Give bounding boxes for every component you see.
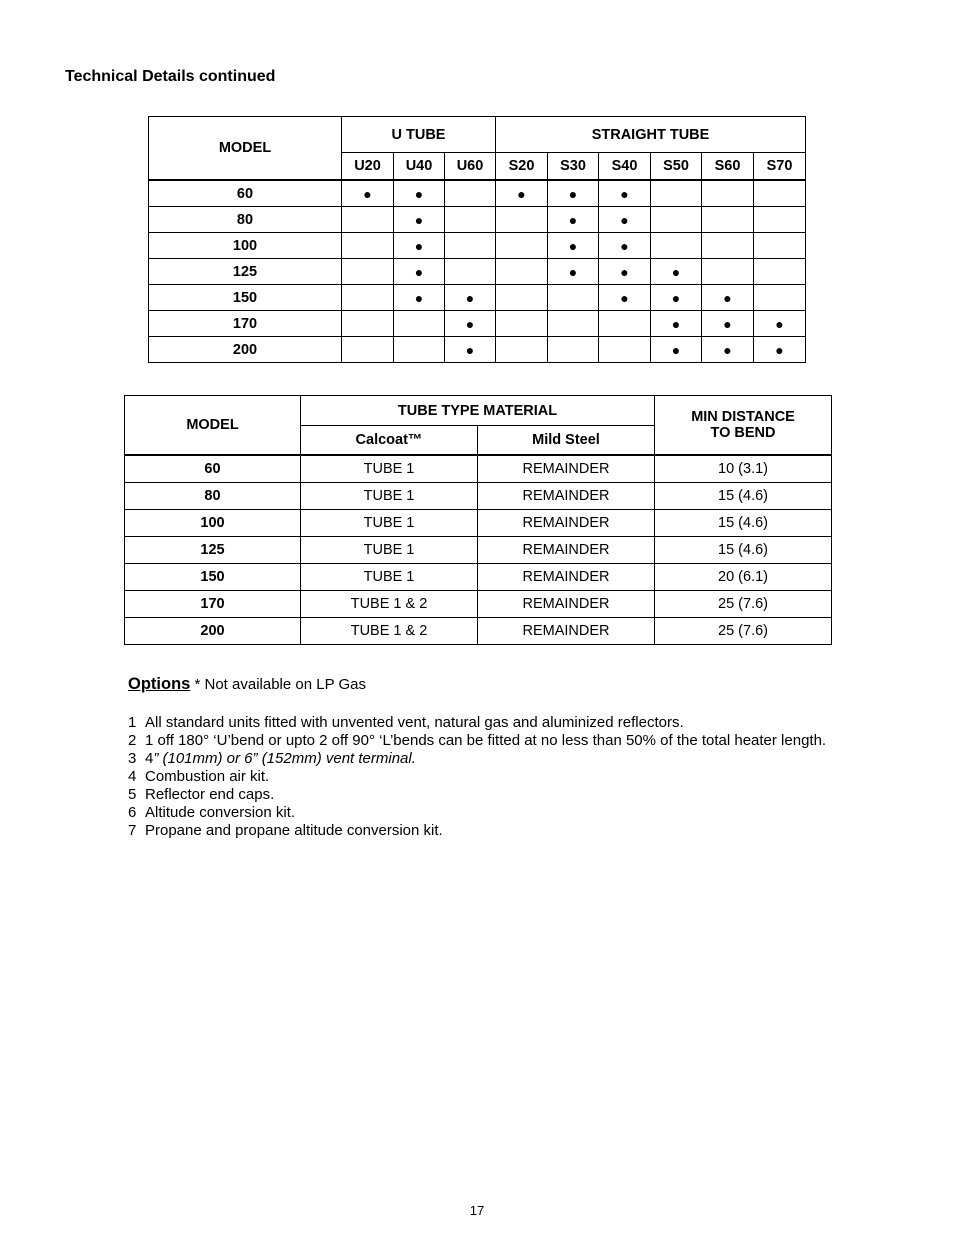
availability-cell: ● <box>342 180 394 207</box>
availability-cell <box>342 233 394 259</box>
availability-cell <box>754 233 806 259</box>
column-header: U60 <box>445 153 496 181</box>
list-item-number: 4 <box>128 768 137 785</box>
list-item <box>128 822 826 840</box>
availability-cell: ● <box>599 285 651 311</box>
model-cell: 60 <box>149 180 342 207</box>
min-distance-cell: 15 (4.6) <box>655 483 832 510</box>
list-item-text: Propane and propane altitude conversion kit. <box>145 822 443 839</box>
min-distance-header-line1: MIN DISTANCE <box>691 409 795 425</box>
availability-cell: ● <box>754 311 806 337</box>
availability-cell <box>599 337 651 363</box>
min-distance-cell: 10 (3.1) <box>655 455 832 483</box>
availability-cell <box>651 207 702 233</box>
availability-cell <box>754 285 806 311</box>
list-item <box>128 786 826 804</box>
model-cell: 125 <box>125 537 301 564</box>
availability-cell: ● <box>599 233 651 259</box>
availability-cell: ● <box>651 259 702 285</box>
availability-cell: ● <box>599 180 651 207</box>
column-header: S20 <box>496 153 548 181</box>
tube-compatibility-table <box>148 116 806 363</box>
availability-cell <box>342 311 394 337</box>
model-header: MODEL <box>125 396 301 456</box>
min-distance-header-line2: TO BEND <box>710 425 776 441</box>
min-distance-cell: 20 (6.1) <box>655 564 832 591</box>
column-header: S30 <box>548 153 599 181</box>
availability-cell: ● <box>599 207 651 233</box>
model-cell: 150 <box>125 564 301 591</box>
list-item <box>128 714 826 732</box>
availability-cell: ● <box>445 337 496 363</box>
list-item-text: Combustion air kit. <box>145 768 270 785</box>
calcoat-cell: TUBE 1 & 2 <box>301 591 478 618</box>
availability-cell: ● <box>702 311 754 337</box>
column-header: S50 <box>651 153 702 181</box>
availability-cell <box>651 233 702 259</box>
availability-cell: ● <box>548 259 599 285</box>
column-header: S60 <box>702 153 754 181</box>
availability-cell <box>342 207 394 233</box>
availability-cell <box>496 207 548 233</box>
u-tube-header: U TUBE <box>342 117 496 153</box>
availability-cell: ● <box>754 337 806 363</box>
column-header: U20 <box>342 153 394 181</box>
availability-cell <box>702 233 754 259</box>
column-header: S70 <box>754 153 806 181</box>
model-cell: 80 <box>149 207 342 233</box>
availability-cell <box>599 311 651 337</box>
availability-cell <box>342 285 394 311</box>
availability-cell <box>548 311 599 337</box>
list-item-number: 7 <box>128 822 137 839</box>
availability-cell <box>496 259 548 285</box>
min-distance-cell: 15 (4.6) <box>655 510 832 537</box>
availability-cell: ● <box>548 180 599 207</box>
calcoat-cell: TUBE 1 <box>301 564 478 591</box>
availability-cell <box>548 285 599 311</box>
model-cell: 200 <box>149 337 342 363</box>
availability-cell: ● <box>651 285 702 311</box>
list-item-number: 2 <box>128 732 137 749</box>
min-distance-cell: 25 (7.6) <box>655 618 832 645</box>
table-row <box>125 483 832 510</box>
mild-steel-header: Mild Steel <box>478 426 655 456</box>
tube-material-table <box>124 395 832 645</box>
availability-cell: ● <box>394 180 445 207</box>
min-distance-header <box>655 396 832 456</box>
options-heading <box>128 675 366 694</box>
list-item-number: 1 <box>128 714 137 731</box>
mild-steel-cell: REMAINDER <box>478 618 655 645</box>
mild-steel-cell: REMAINDER <box>478 510 655 537</box>
availability-cell <box>445 259 496 285</box>
availability-cell <box>548 337 599 363</box>
column-header: S40 <box>599 153 651 181</box>
table-row <box>125 591 832 618</box>
straight-tube-header: STRAIGHT TUBE <box>496 117 806 153</box>
mild-steel-cell: REMAINDER <box>478 591 655 618</box>
availability-cell <box>342 259 394 285</box>
min-distance-cell: 25 (7.6) <box>655 591 832 618</box>
list-item-text: All standard units fitted with unvented vent, natural gas and aluminized reflectors. <box>145 714 684 731</box>
availability-cell <box>651 180 702 207</box>
availability-cell <box>754 180 806 207</box>
model-cell: 170 <box>125 591 301 618</box>
list-item <box>128 750 826 768</box>
availability-cell: ● <box>702 285 754 311</box>
section-title: Technical Details continued <box>65 68 276 85</box>
model-cell: 170 <box>149 311 342 337</box>
table-row <box>125 618 832 645</box>
availability-cell <box>342 337 394 363</box>
column-header: U40 <box>394 153 445 181</box>
availability-cell <box>394 311 445 337</box>
calcoat-header: Calcoat™ <box>301 426 478 456</box>
availability-cell <box>702 259 754 285</box>
list-item-italic-text: ” (101mm) or 6” (152mm) vent terminal. <box>153 750 416 767</box>
model-cell: 80 <box>125 483 301 510</box>
availability-cell: ● <box>445 311 496 337</box>
table-row <box>149 337 806 363</box>
model-cell: 100 <box>125 510 301 537</box>
mild-steel-cell: REMAINDER <box>478 564 655 591</box>
list-item-number: 6 <box>128 804 137 821</box>
table-row <box>125 564 832 591</box>
list-item-text: Reflector end caps. <box>145 786 275 803</box>
availability-cell <box>496 233 548 259</box>
availability-cell: ● <box>548 233 599 259</box>
table-row <box>125 537 832 564</box>
availability-cell: ● <box>651 337 702 363</box>
table-row <box>125 455 832 483</box>
options-title: Options <box>128 675 191 693</box>
list-item <box>128 732 826 750</box>
availability-cell: ● <box>702 337 754 363</box>
mild-steel-cell: REMAINDER <box>478 537 655 564</box>
availability-cell: ● <box>651 311 702 337</box>
page-number: 17 <box>469 1203 485 1218</box>
availability-cell <box>496 311 548 337</box>
table-row <box>149 285 806 311</box>
calcoat-cell: TUBE 1 & 2 <box>301 618 478 645</box>
tube-type-material-header: TUBE TYPE MATERIAL <box>301 396 655 426</box>
availability-cell <box>394 337 445 363</box>
availability-cell <box>754 259 806 285</box>
options-list <box>128 714 826 840</box>
table-row <box>149 311 806 337</box>
model-cell: 200 <box>125 618 301 645</box>
availability-cell <box>445 207 496 233</box>
calcoat-cell: TUBE 1 <box>301 537 478 564</box>
list-item <box>128 804 826 822</box>
availability-cell: ● <box>548 207 599 233</box>
availability-cell: ● <box>394 207 445 233</box>
calcoat-cell: TUBE 1 <box>301 455 478 483</box>
availability-cell <box>496 285 548 311</box>
availability-cell <box>754 207 806 233</box>
availability-cell <box>445 180 496 207</box>
calcoat-cell: TUBE 1 <box>301 483 478 510</box>
list-item-text: 1 off 180° ‘U’bend or upto 2 off 90° ‘L’bends can be fitted at no less than 50% of the total heater length. <box>145 732 827 749</box>
model-cell: 60 <box>125 455 301 483</box>
table-row <box>149 207 806 233</box>
min-distance-cell: 15 (4.6) <box>655 537 832 564</box>
availability-cell: ● <box>599 259 651 285</box>
list-item-text: 4 <box>145 750 154 767</box>
availability-cell: ● <box>394 259 445 285</box>
model-header: MODEL <box>149 117 342 181</box>
availability-cell <box>496 337 548 363</box>
model-cell: 150 <box>149 285 342 311</box>
table-row <box>149 259 806 285</box>
mild-steel-cell: REMAINDER <box>478 455 655 483</box>
availability-cell: ● <box>496 180 548 207</box>
table-row <box>149 180 806 207</box>
list-item-number: 5 <box>128 786 137 803</box>
availability-cell <box>702 207 754 233</box>
calcoat-cell: TUBE 1 <box>301 510 478 537</box>
model-cell: 100 <box>149 233 342 259</box>
availability-cell: ● <box>394 285 445 311</box>
availability-cell <box>702 180 754 207</box>
table-row <box>149 233 806 259</box>
list-item-text: Altitude conversion kit. <box>145 804 296 821</box>
options-note: * Not available on LP Gas <box>190 676 366 693</box>
list-item-number: 3 <box>128 750 137 767</box>
mild-steel-cell: REMAINDER <box>478 483 655 510</box>
availability-cell <box>445 233 496 259</box>
table-row <box>125 510 832 537</box>
list-item <box>128 768 826 786</box>
model-cell: 125 <box>149 259 342 285</box>
availability-cell: ● <box>394 233 445 259</box>
availability-cell: ● <box>445 285 496 311</box>
